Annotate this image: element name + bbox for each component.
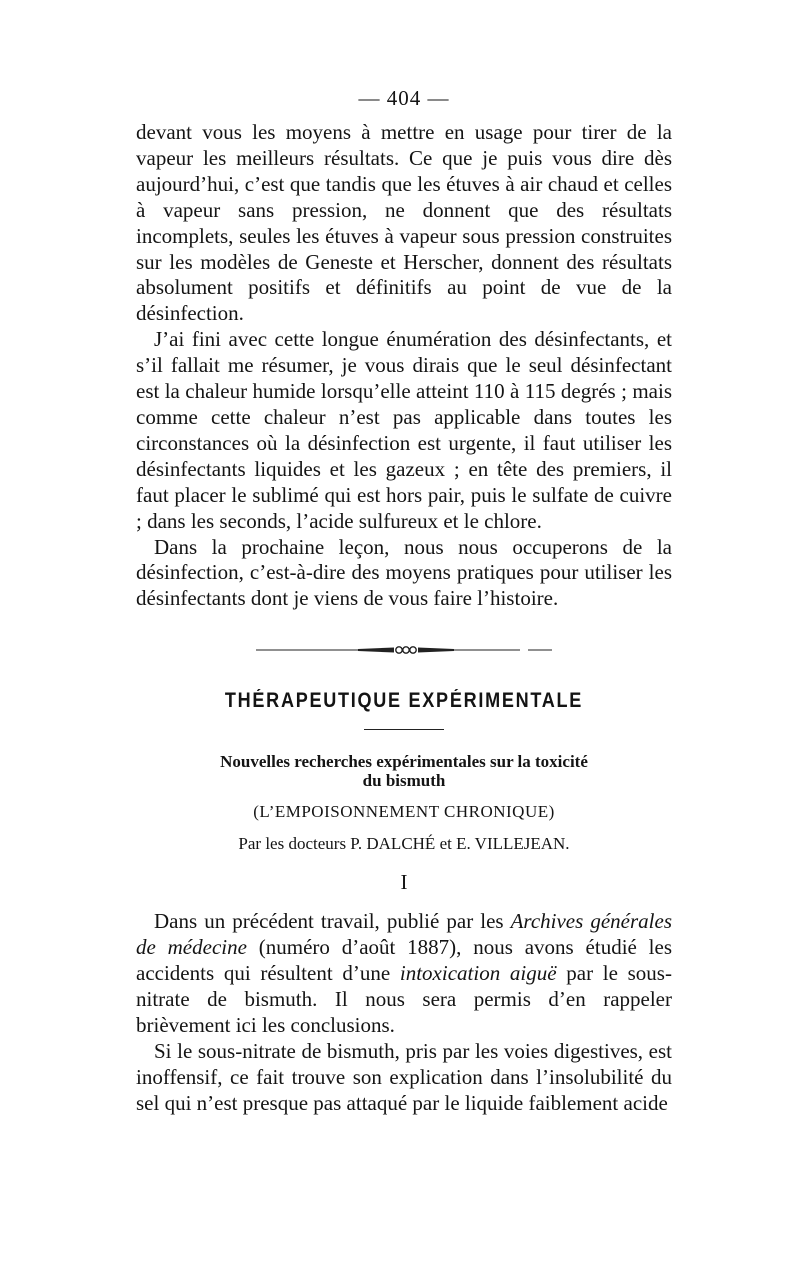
article-subtitle: (L’EMPOISONNEMENT CHRONIQUE) [253,802,555,822]
paragraph-2: J’ai fini avec cette longue énumération des désinfectants, et s’il fallait me résumer, je vous dirais que le seul désinfectant est la chaleur humide lorsqu’elle atteint 110 à 115 degrés ; mais comme cette chaleur n’est pas applicable dans toutes les circonstances où la désinfection est urgente, il faut utiliser les désinfectants liquides et les gazeux ; en tête des premiers, il faut placer le sublimé qui est hors pair, puis le sulfate de cuivre ; dans les seconds, l’acide sulfureux et le chlore. [136,327,672,533]
body-paragraph-2: Si le sous-nitrate de bismuth, pris par les voies digestives, est inoffensif, ce fait trouve son explication dans l’insolubilité du sel qui n’est presque pas attaqué par le liquide faiblement acide [136,1038,672,1115]
section-title: THÉRAPEUTIQUE EXPÉRIMENTALE [224,689,584,713]
paragraph-1: devant vous les moyens à mettre en usage pour tirer de la vapeur les meilleurs résultats. Ce que je puis vous dire dès aujourd’hui, c’est que tandis que les étuves à air chaud et celles à vapeur sans pression, ne donnent que des résultats incomplets, seules les étuves à vapeur sous pression construites sur les modèles de Geneste et Herscher, donnent des résultats absolument positifs et définitifs au point de vue de la désinfection. [136,120,672,326]
section-numeral: I [400,870,408,895]
ornament-icon [256,643,552,657]
page-number: — 404 — [358,86,450,110]
body-p1-text-b: (numéro d’août 1887), nous avons étudié les accidents qui résultent d’une [136,935,673,986]
article-title-line-1: Nouvelles recherches expérimentales sur la toxicité [220,752,588,772]
title-rule [364,729,444,730]
body-p1-italic-b: intoxication aiguë [399,961,557,986]
body-p1-text-a: Dans un précédent travail, publié par les [154,909,511,934]
article-title-line-2: du bismuth [362,771,446,791]
article-title [136,752,672,790]
article-byline: Par les docteurs P. DALCHÉ et E. VILLEJEAN. [238,834,570,854]
paragraph-3: Dans la prochaine leçon, nous nous occuperons de la désinfection, c’est-à-dire des moyens pratiques pour utiliser les désinfectants dont je viens de vous faire l’histoire. [136,534,672,611]
body-p1-text-c: par le sous-nitrate de bismuth. Il nous sera permis d’en rappeler brièvement ici les conclusions. [136,961,672,1037]
page [136,84,672,1116]
body-paragraph-1 [136,909,672,1039]
body-p1-italic-a: Archives générales de médecine [136,909,672,960]
ornamental-divider [256,643,552,657]
article-body [136,909,672,1116]
